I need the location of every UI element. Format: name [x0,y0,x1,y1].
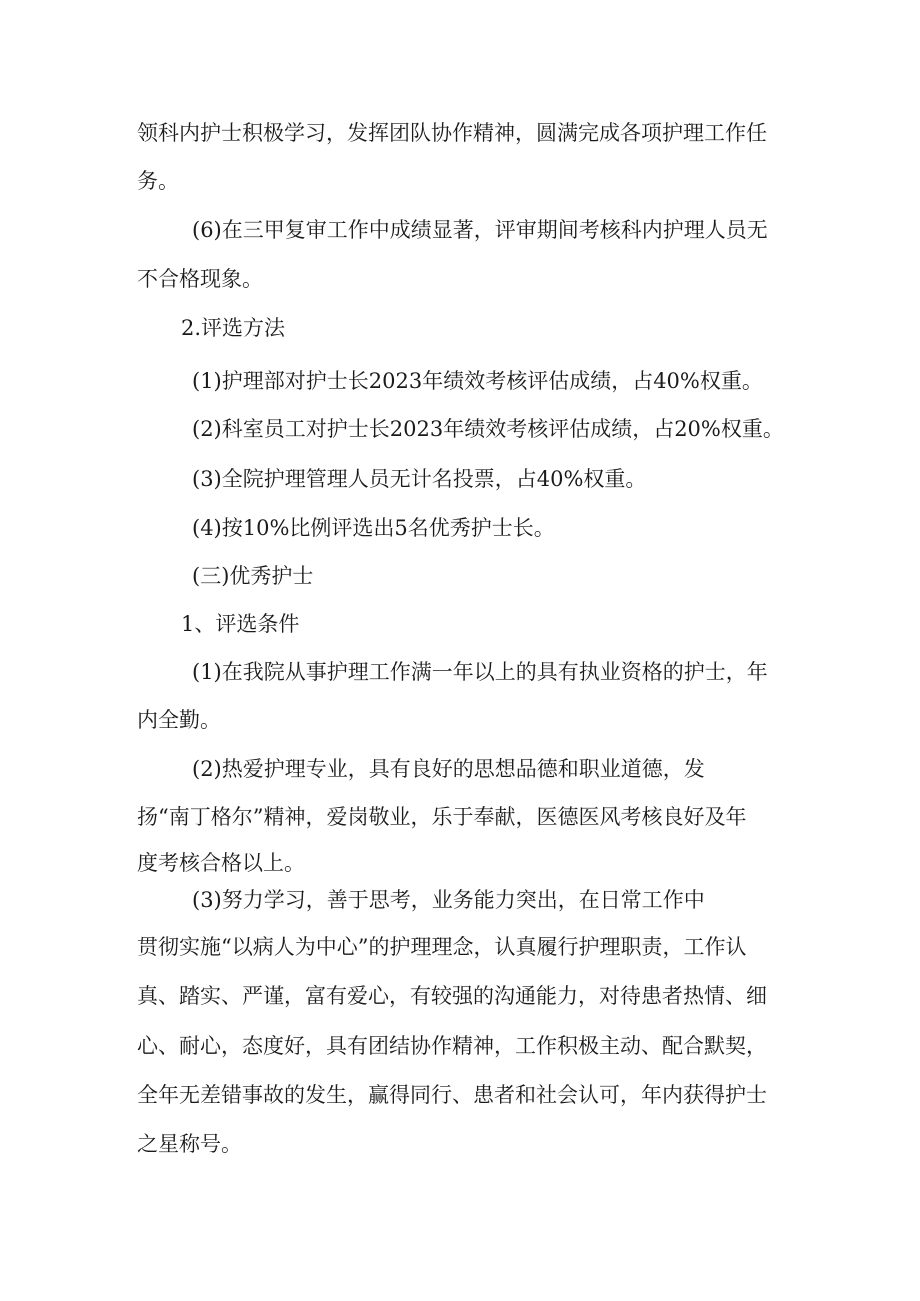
paragraph-line: 贯彻实施“以病人为中心”的护理理念，认真履行护理职责，工作认 [137,935,747,959]
paragraph-line: (3)全院护理管理人员无计名投票，占40%权重。 [192,467,647,491]
paragraph-line: (1)护理部对护士长2023年绩效考核评估成绩，占40%权重。 [192,369,763,393]
paragraph-line: 度考核合格以上。 [137,851,305,875]
paragraph-line: 之星称号。 [137,1132,242,1156]
paragraph-line: 领科内护士积极学习，发挥团队协作精神，圆满完成各项护理工作任 [137,121,767,145]
section-heading: 2.评选方法 [181,316,286,340]
paragraph-line: 扬“南丁格尔”精神，爱岗敬业，乐于奉献，医德医风考核良好及年 [137,805,747,829]
paragraph-line: (4)按10%比例评选出5名优秀护士长。 [192,516,555,540]
paragraph-line: 全年无差错事故的发生，赢得同行、患者和社会认可，年内获得护士 [137,1083,767,1107]
section-heading: (三)优秀护士 [192,564,314,588]
paragraph-line: (6)在三甲复审工作中成绩显著，评审期间考核科内护理人员无 [192,218,768,242]
paragraph-line: 务。 [137,169,179,193]
paragraph-line: 不合格现象。 [137,267,263,291]
paragraph-line: (2)科室员工对护士长2023年绩效考核评估成绩，占20%权重。 [192,417,784,441]
paragraph-line: 真、踏实、严谨，富有爱心，有较强的沟通能力，对待患者热情、细 [137,984,767,1008]
paragraph-line: (2)热爱护理专业，具有良好的思想品德和职业道德，发 [192,757,705,781]
paragraph-line: (1)在我院从事护理工作满一年以上的具有执业资格的护士，年 [192,660,768,684]
paragraph-line: 心、耐心，态度好，具有团结协作精神，工作积极主动、配合默契， [137,1034,767,1058]
paragraph-line: 内全勤。 [137,708,221,732]
paragraph-line: (3)努力学习，善于思考，业务能力突出，在日常工作中 [192,888,705,912]
section-heading: 1、评选条件 [181,612,300,636]
